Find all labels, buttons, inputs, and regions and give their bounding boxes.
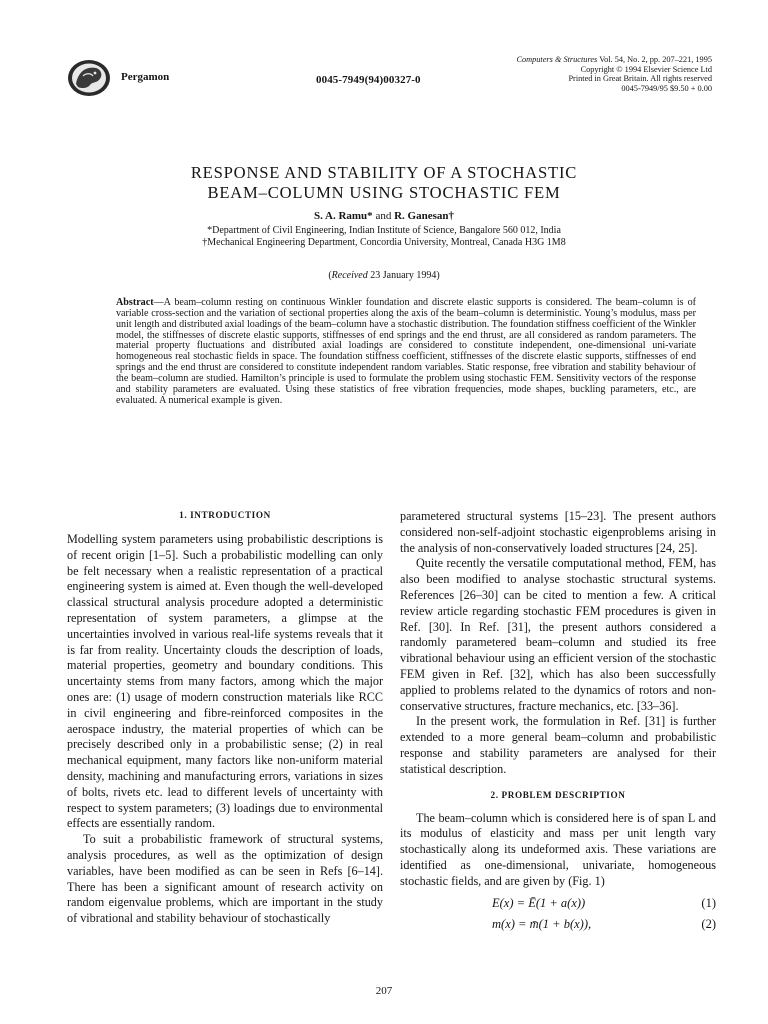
journal-citation bbox=[482, 55, 712, 65]
affiliation-1: *Department of Civil Engineering, Indian Institute of Science, Bangalore 560 012, India bbox=[207, 225, 561, 236]
equation-expression: E(x) = Ē(1 + a(x)) bbox=[492, 895, 586, 910]
author-conjunction: and bbox=[372, 210, 395, 222]
copyright-line: Copyright © 1994 Elsevier Science Ltd bbox=[580, 64, 712, 74]
received-date-value: 23 January 1994) bbox=[367, 270, 440, 281]
received-date: (Received 23 January 1994) bbox=[328, 270, 440, 281]
paper-title bbox=[0, 163, 768, 203]
journal-name: Computers & Structures bbox=[516, 55, 598, 64]
page-number: 207 bbox=[375, 985, 393, 997]
equation-number: (1) bbox=[701, 895, 716, 910]
author-1: S. A. Ramu* bbox=[314, 210, 373, 222]
paragraph: The beam–column which is considered here is of span L and its modulus of elasticity and mass per unit length vary stochastically along its undeformed axis. These variations are identified as one-dimensional, univariate, homogeneous stochastic fields, and are given by (Fig. 1) bbox=[400, 810, 716, 888]
abstract-label: Abstract bbox=[116, 297, 154, 308]
section-heading-problem-description: 2. PROBLEM DESCRIPTION bbox=[490, 789, 626, 800]
issn-line: 0045-7949/95 $9.50 + 0.00 bbox=[621, 83, 712, 93]
affiliations bbox=[0, 225, 768, 249]
author-2: R. Ganesan† bbox=[394, 210, 454, 222]
paragraph: parametered structural systems [15–23]. The present authors considered non-self-adjoint stochastic eigenproblems arising in the analysis of non-conservatively loaded structures [24, 25]. bbox=[400, 509, 716, 555]
equation-expression: m(x) = m̄(1 + b(x)), bbox=[492, 916, 592, 931]
right-column bbox=[400, 509, 716, 938]
abstract-text: —A beam–column resting on continuous Winkler foundation and discrete elastic supports is considered. The beam–column is of variable cross-section and the variation of sectional properties along the axis of the beam–column is deterministic. Young’s modulus, mass per unit length and distributed axial loadings of the beam–column have a stochastic distribution. The foundation stiffness coefficient of the Winkler model, the stiffnesses of discrete elastic supports, stiffnesses of end springs and the end thrust, are all considered as random parameters. The material property fluctuations and distributed axial loadings are considered to constitute independent, one-dimensional uni-variate homogeneous real stochastic fields in space. The foundation stiffness coefficient, stiffnesses of the discrete elastic supports, stiffnesses of end springs and the end thrust are considered to constitute independent random variables. Static response, free vibration and stability behaviour of the beam–column are studied. Hamilton’s principle is used to formulate the problem using stochastic FEM. Sensitivity vectors of the response and stability parameters are evaluated. Using these statistics of free vibration frequencies, mode shapes, buckling parameters, etc., are evaluated. A numerical example is given. bbox=[116, 297, 696, 406]
paragraph: To suit a probabilistic framework of structural systems, analysis procedures, as well as the optimization of design variables, have been modified as can be seen in Refs [6–14]. There has been a significant amount of research activity on random eigenvalue problems, which are important in the study of vibrational and stability behaviour of stochastically bbox=[67, 832, 383, 926]
section-heading-introduction: 1. INTRODUCTION bbox=[179, 510, 271, 520]
title-line-2: BEAM–COLUMN USING STOCHASTIC FEM bbox=[207, 183, 561, 202]
publisher-logo-icon bbox=[66, 58, 112, 98]
journal-info bbox=[482, 55, 712, 93]
equation-2 bbox=[400, 917, 716, 938]
authors bbox=[0, 210, 768, 222]
printed-line: Printed in Great Britain. All rights reserved bbox=[568, 74, 712, 84]
affiliation-2: †Mechanical Engineering Department, Concordia University, Montreal, Canada H3G 1M8 bbox=[202, 237, 566, 248]
document-code: 0045-7949(94)00327-0 bbox=[316, 74, 421, 86]
received-label: Received bbox=[331, 270, 368, 281]
paragraph: Modelling system parameters using probabilistic descriptions is of recent origin [1–5]. Such a probabilistic modelling can only be felt necessary when a realistic representation of a practical engineering system is aimed at. Even though the well-developed classical structural analysis procedure adopted a deterministic representation of system parameters, a glimpse at the uncertainties involved in various real-life systems reveals that it is far from reality. Uncertainty clouds the description of loads, material properties, geometry and boundary conditions. This uncertainty stems from many factors, among which the major ones are: (1) usage of modern construction materials like RCC in civil engineering and fibre-reinforced composites in the aerospace industry, the material properties of which can be precisely described only in a probabilistic sense; (2) in real mechanical equipment, many factors like non-uniform material density, machining and manufacturing errors, variations in sizes of bolts, rivets etc. lead to different levels of uncertainty with respect to system parameters; (3) loadings due to environmental effects are essentially random. bbox=[67, 532, 383, 831]
title-line-1: RESPONSE AND STABILITY OF A STOCHASTIC bbox=[190, 163, 578, 182]
journal-volume: Vol. 54, No. 2, pp. 207–221, 1995 bbox=[597, 55, 712, 64]
equation-1 bbox=[400, 896, 716, 917]
abstract bbox=[116, 298, 696, 406]
equation-number: (2) bbox=[701, 916, 716, 931]
publisher-name: Pergamon bbox=[121, 71, 170, 83]
left-column bbox=[67, 509, 383, 927]
paragraph: In the present work, the formulation in Ref. [31] is further extended to a more general beam–column and probabilistic response and stability parameters are analysed for their statistical description. bbox=[400, 714, 716, 776]
paragraph: Quite recently the versatile computational method, FEM, has also been modified to analyse stochastic structural systems. References [26–30] can be cited to mention a few. A critical review article regarding stochastic FEM procedures is given in Ref. [30]. In Ref. [31], the present authors considered a randomly parametered beam–column and studied its free vibrational behaviour using an efficient version of the stochastic FEM given in Ref. [32], which has also been successfully applied to problems related to the dynamics of rotors and non-conservative structures, fracture mechanics, etc. [33–36]. bbox=[400, 556, 716, 713]
